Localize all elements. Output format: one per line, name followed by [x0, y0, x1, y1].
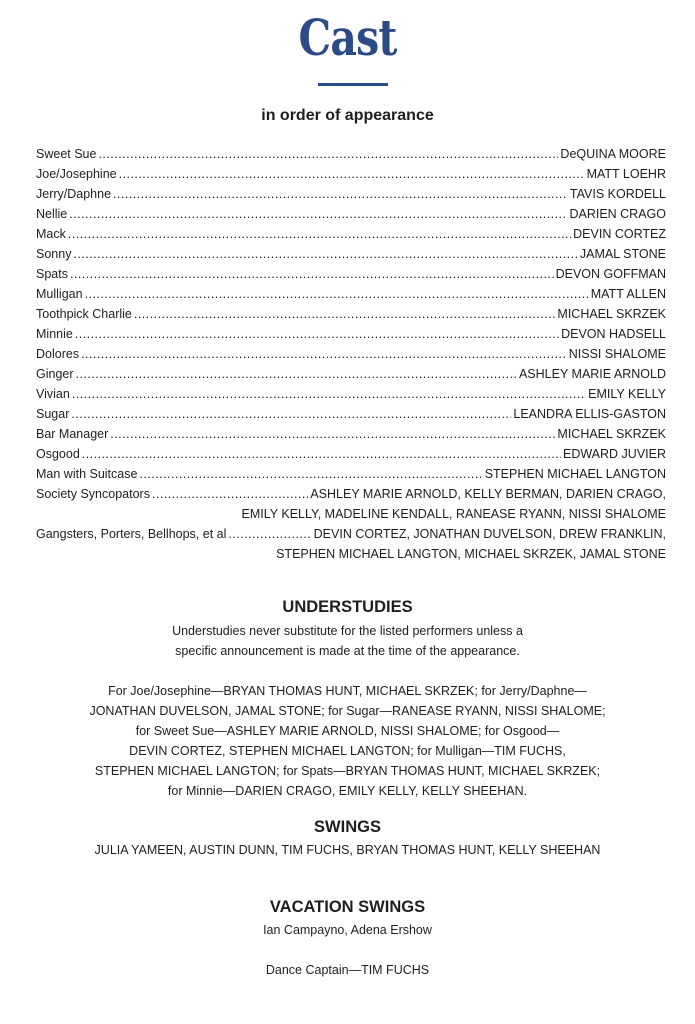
cast-row — [36, 444, 666, 464]
cast-row — [36, 264, 666, 284]
cast-role: Osgood — [36, 447, 80, 461]
cast-actor: ASHLEY MARIE ARNOLD — [518, 367, 666, 381]
cast-role: Minnie — [36, 327, 73, 341]
cast-row — [36, 384, 666, 404]
cast-role: Vivian — [36, 387, 70, 401]
cast-role: Man with Suitcase — [36, 467, 138, 481]
understudies-notice-line: specific announcement is made at the time of the appearance. — [175, 644, 520, 658]
cast-role: Sonny — [36, 247, 72, 261]
cast-actor: EMILY KELLY — [588, 387, 666, 401]
dot-leader — [71, 404, 511, 424]
cast-list — [36, 144, 666, 564]
cast-actor: DARIEN CRAGO — [569, 207, 666, 221]
cast-row — [36, 364, 666, 384]
cast-row — [36, 324, 666, 344]
dot-leader — [82, 444, 561, 464]
cast-actor: EDWARD JUVIER — [562, 447, 666, 461]
cast-role: Society Syncopators — [36, 487, 150, 501]
swings-names: JULIA YAMEEN, AUSTIN DUNN, TIM FUCHS, BRYAN THOMAS HUNT, KELLY SHEEHAN — [94, 843, 601, 857]
cast-actor: TAVIS KORDELL — [569, 187, 666, 201]
dot-leader — [113, 184, 568, 204]
cast-actor: JAMAL STONE — [579, 247, 666, 261]
dot-leader — [85, 284, 589, 304]
cast-row — [36, 304, 666, 324]
dot-leader — [228, 524, 311, 544]
cast-role: Bar Manager — [36, 427, 109, 441]
dot-leader — [69, 204, 567, 224]
cast-role: Joe/Josephine — [36, 167, 117, 181]
cast-row — [36, 404, 666, 424]
cast-role: Sweet Sue — [36, 147, 97, 161]
dot-leader — [76, 364, 517, 384]
cast-role: Ginger — [36, 367, 74, 381]
dot-leader — [98, 144, 558, 164]
understudies-heading: UNDERSTUDIES — [282, 598, 413, 616]
cast-role: Mulligan — [36, 287, 83, 301]
understudies-detail-line: DEVIN CORTEZ, STEPHEN MICHAEL LANGTON; for Mulligan—TIM FUCHS, — [129, 744, 566, 758]
cast-actor: DEVIN CORTEZ, JONATHAN DUVELSON, DREW FRANKLIN, — [313, 527, 666, 541]
page-title: Cast — [298, 8, 397, 67]
understudies-detail-line: For Joe/Josephine—BRYAN THOMAS HUNT, MICHAEL SKRZEK; for Jerry/Daphne— — [108, 684, 587, 698]
dot-leader — [73, 244, 577, 264]
vacation-swings-names: Ian Campayno, Adena Ershow — [263, 923, 432, 937]
cast-actor: STEPHEN MICHAEL LANGTON — [484, 467, 666, 481]
cast-actor: MATT ALLEN — [590, 287, 666, 301]
cast-actor: ASHLEY MARIE ARNOLD, KELLY BERMAN, DARIEN CRAGO, — [310, 487, 666, 501]
vacation-swings-heading: VACATION SWINGS — [269, 898, 426, 916]
cast-actor: MICHAEL SKRZEK — [557, 427, 666, 441]
cast-actor: DeQUINA MOORE — [560, 147, 666, 161]
dot-leader — [134, 304, 556, 324]
dot-leader — [110, 424, 555, 444]
cast-role: Dolores — [36, 347, 80, 361]
swings-heading: SWINGS — [314, 818, 381, 836]
cast-role: Nellie — [36, 207, 68, 221]
cast-row — [36, 284, 666, 304]
cast-actor: NISSI SHALOME — [568, 347, 666, 361]
cast-row — [36, 464, 666, 484]
cast-role: Toothpick Charlie — [36, 307, 132, 321]
cast-actor: DEVON HADSELL — [561, 327, 666, 341]
dance-captain: Dance Captain—TIM FUCHS — [265, 963, 430, 977]
cast-row — [36, 224, 666, 244]
understudies-detail-line: JONATHAN DUVELSON, JAMAL STONE; for Sugar—RANEASE RYANN, NISSI SHALOME; — [89, 704, 606, 718]
cast-actor: LEANDRA ELLIS-GASTON — [513, 407, 666, 421]
cast-row — [36, 524, 666, 544]
cast-row — [36, 344, 666, 364]
understudies-notice-line: Understudies never substitute for the listed performers unless a — [172, 624, 523, 638]
cast-row — [36, 164, 666, 184]
understudies-detail-line: for Minnie—DARIEN CRAGO, EMILY KELLY, KELLY SHEEHAN. — [167, 784, 528, 798]
cast-row — [36, 144, 666, 164]
title-underline — [318, 83, 388, 86]
cast-row — [36, 204, 666, 224]
understudies-detail-line: STEPHEN MICHAEL LANGTON; for Spats—BRYAN THOMAS HUNT, MICHAEL SKRZEK; — [94, 764, 601, 778]
cast-row — [36, 484, 666, 504]
cast-actor-continuation: EMILY KELLY, MADELINE KENDALL, RANEASE RYANN, NISSI SHALOME — [241, 507, 666, 521]
cast-actor: DEVIN CORTEZ — [573, 227, 666, 241]
cast-role: Sugar — [36, 407, 70, 421]
cast-actor: DEVON GOFFMAN — [555, 267, 666, 281]
dot-leader — [152, 484, 308, 504]
understudies-detail-line: for Sweet Sue—ASHLEY MARIE ARNOLD, NISSI SHALOME; for Osgood— — [135, 724, 560, 738]
cast-actor: MATT LOEHR — [586, 167, 666, 181]
cast-actor: MICHAEL SKRZEK — [557, 307, 666, 321]
dot-leader — [72, 384, 586, 404]
cast-row — [36, 424, 666, 444]
dot-leader — [139, 464, 482, 484]
dot-leader — [68, 224, 571, 244]
cast-actor-continuation: STEPHEN MICHAEL LANGTON, MICHAEL SKRZEK, JAMAL STONE — [276, 547, 666, 561]
cast-row — [36, 244, 666, 264]
dot-leader — [119, 164, 585, 184]
cast-role: Jerry/Daphne — [36, 187, 112, 201]
dot-leader — [70, 264, 554, 284]
cast-row — [36, 184, 666, 204]
cast-role: Gangsters, Porters, Bellhops, et al — [36, 527, 227, 541]
cast-role: Spats — [36, 267, 68, 281]
dot-leader — [81, 344, 567, 364]
understudies-notice — [0, 621, 695, 661]
understudies-details — [0, 681, 695, 801]
dot-leader — [75, 324, 559, 344]
cast-role: Mack — [36, 227, 66, 241]
cast-subtitle: in order of appearance — [261, 107, 434, 124]
